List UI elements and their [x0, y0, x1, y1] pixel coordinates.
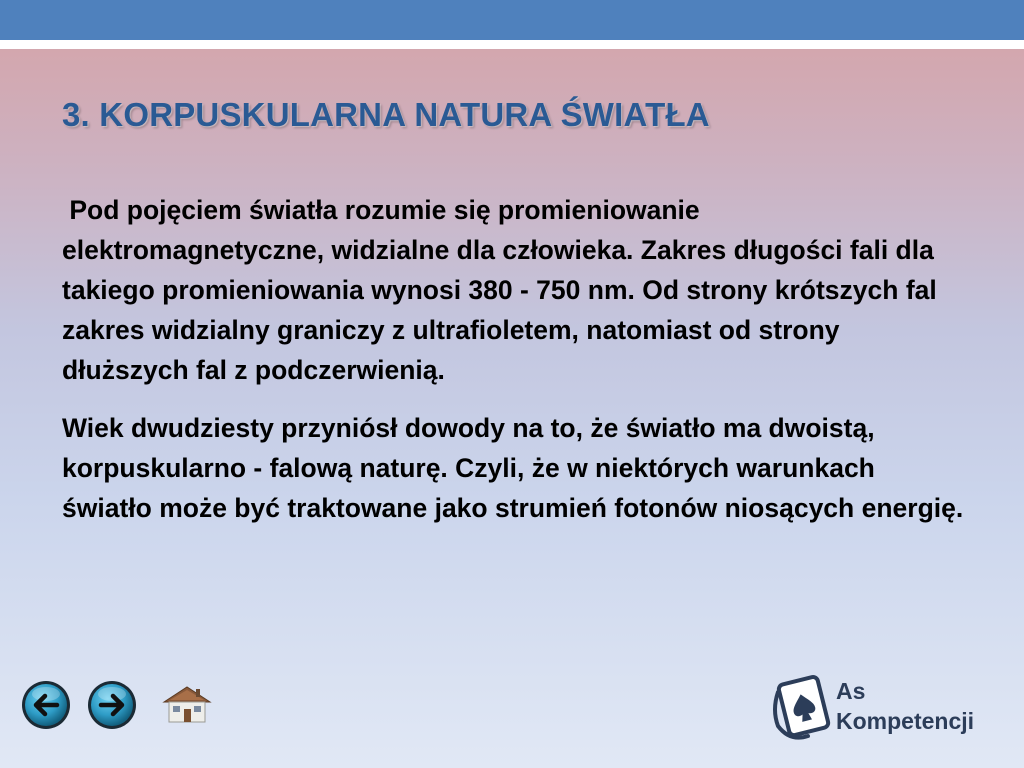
house-icon: [160, 684, 214, 726]
logo-line-kompetencji: Kompetencji: [836, 708, 975, 734]
previous-slide-button[interactable]: [21, 680, 71, 730]
home-button[interactable]: [160, 684, 214, 726]
paragraph-wave-particle-duality: Wiek dwudziesty przyniósł dowody na to, że światło ma dwoistą, korpuskularno - falową naturę. Czyli, że w niektórych warunkach światło może być traktowane jako strumień fotonów niosących energię.: [62, 413, 964, 523]
arrow-right-icon: [87, 680, 137, 730]
slide-title: 3. KORPUSKULARNA NATURA ŚWIATŁA: [62, 96, 710, 133]
logo-line-as: As: [836, 678, 866, 704]
paragraph-light-definition: Pod pojęciem światła rozumie się promieniowanie elektromagnetyczne, widzialne dla człowieka. Zakres długości fali dla takiego promieniowania wynosi 380 - 750 nm. Od strony krótszych fal zakres widzialny graniczy z ultrafioletem, natomiast od strony dłuższych fal z podczerwienią.: [62, 195, 945, 385]
playing-card-spade-logo-icon: [768, 670, 834, 744]
logo-text: [836, 676, 974, 736]
top-stripe: [0, 40, 1024, 49]
slide-content: [62, 190, 967, 528]
next-slide-button[interactable]: [87, 680, 137, 730]
top-bar: [0, 0, 1024, 40]
arrow-left-icon: [21, 680, 71, 730]
